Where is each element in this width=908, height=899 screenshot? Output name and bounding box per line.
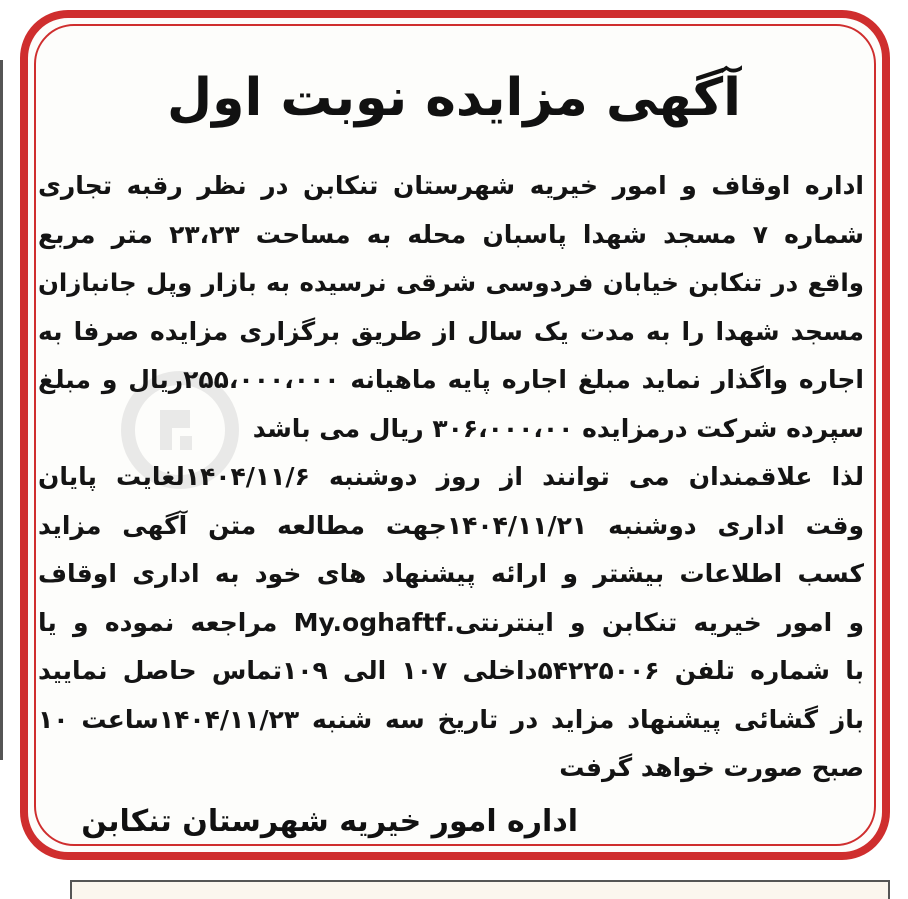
- notice-line: شماره ۷ مسجد شهدا پاسبان محله به مساحت ۲۳،۲۳ متر مربع: [38, 219, 864, 249]
- notice-line: کسب اطلاعات بیشتر و ارائه پیشنهاد های خود به اداری اوقاف: [38, 559, 864, 588]
- notice-line: وقت اداری دوشنبه ۱۴۰۴/۱۱/۲۱جهت مطالعه متن آگهی مزاید: [38, 510, 864, 540]
- next-notice-edge: [70, 880, 890, 899]
- notice-signature: اداره امور خیریه شهرستان تنکابن: [81, 804, 578, 839]
- notice-line: واقع در تنکابن خیابان فردوسی شرقی نرسیده به بازار وپل جانبازان: [38, 268, 864, 297]
- notice-line: و امور خیریه تنکابن و اینترنتی.My.oghaftf مراجعه نموده و یا: [38, 607, 864, 637]
- notice-line: لذا علاقمندان می توانند از روز دوشنبه ۱۴۰۴/۱۱/۶لغایت پایان: [38, 462, 864, 491]
- column-divider: [0, 60, 3, 760]
- notice-line: اداره اوقاف و امور خیریه شهرستان تنکابن در نظر رقبه تجاری: [38, 171, 864, 200]
- notice-line: صبح صورت خواهد گرفت: [559, 753, 864, 782]
- notice-line: سپرده شرکت درمزایده ۳۰۶،۰۰۰،۰۰ ریال می باشد: [252, 413, 864, 443]
- notice-title: آگهی مزایده نوبت اول: [167, 68, 741, 128]
- notice-line: باز گشائی پیشنهاد مزاید در تاریخ سه شنبه ۱۴۰۴/۱۱/۲۳ساعت ۱۰: [38, 704, 864, 734]
- notice-line: مسجد شهدا را به مدت یک سال از طریق برگزاری مزایده صرفا به: [38, 316, 864, 346]
- notice-body: [38, 162, 864, 793]
- notice-line: اجاره واگذار نماید مبلغ اجاره پایه ماهیانه ۲۵۵،۰۰۰،۰۰۰ریال و مبلغ: [38, 365, 864, 394]
- notice-line: با شماره تلفن ۵۴۲۲۵۰۰۶داخلی ۱۰۷ الی ۱۰۹تماس حاصل نمایید: [38, 656, 864, 685]
